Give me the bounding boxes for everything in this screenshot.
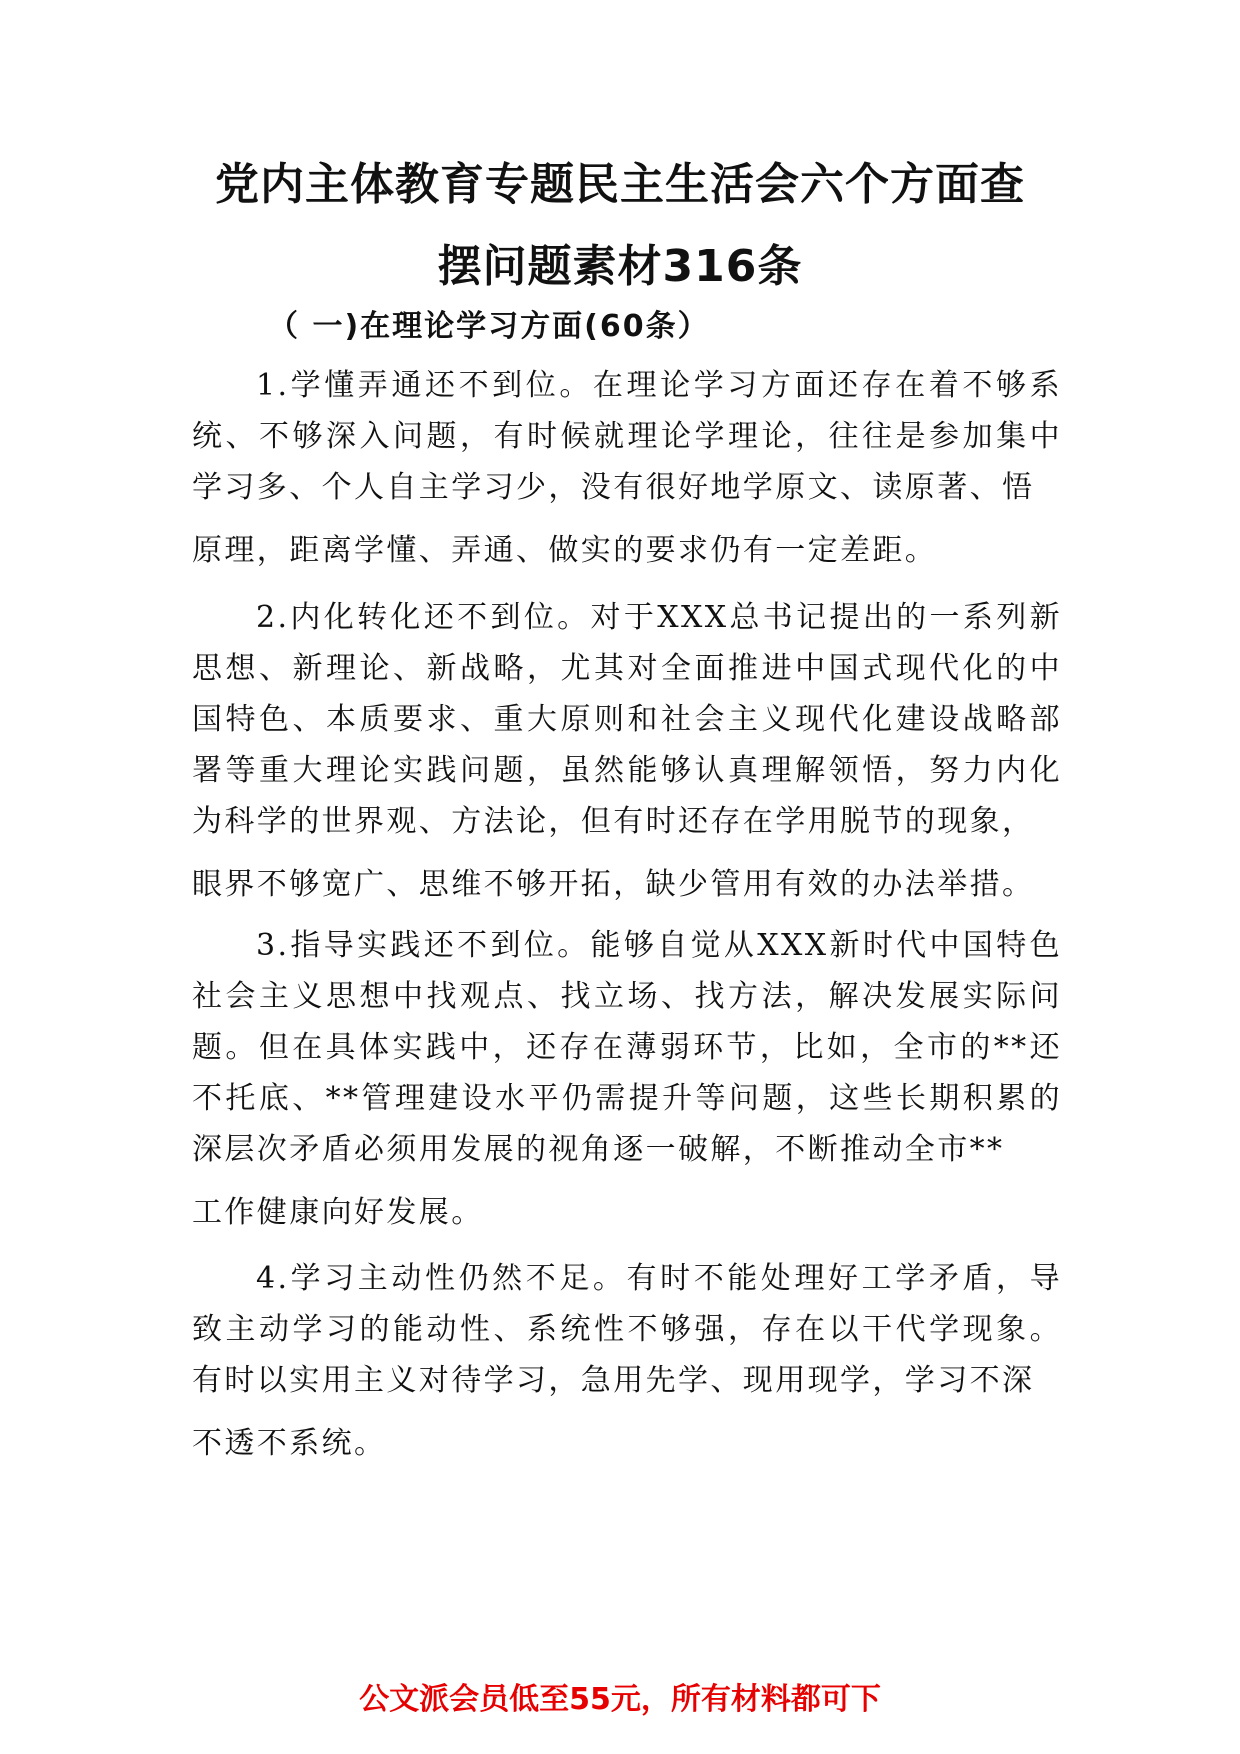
paragraph-2-body: 2.内化转化还不到位。对于XXX总书记提出的一系列新思想、新理论、新战略，尤其对全面推进中国式现代化的中国特色、本质要求、重大原则和社会主义现代化建设战略部署等重大理论实践问题，虽然能够认真理解领悟，努力内化为科学的世界观、方法论，但有时还存在学用脱节的现象， (192, 600, 1062, 839)
paragraph-4-tail: 不透不系统。 (192, 1426, 387, 1461)
paragraph-1-body: 1.学懂弄通还不到位。在理论学习方面还存在着不够系统、不够深入问题，有时候就理论学理论，往往是参加集中学习多、个人自主学习少，没有很好地学原文、读原著、悟 (192, 368, 1062, 505)
section-heading: （ 一)在理论学习方面(60条） (268, 309, 710, 344)
paragraph-1 (192, 360, 1062, 576)
paragraph-2 (192, 592, 1062, 910)
paragraph-1-tail: 原理，距离学懂、弄通、做实的要求仍有一定差距。 (192, 533, 938, 568)
paragraph-3-tail: 工作健康向好发展。 (192, 1195, 484, 1230)
paragraph-4-body: 4.学习主动性仍然不足。有时不能处理好工学矛盾，导致主动学习的能动性、系统性不够强，存在以干代学现象。有时以实用主义对待学习，急用先学、现用现学，学习不深 (192, 1261, 1062, 1398)
document-title-line-1: 党内主体教育专题民主生活会六个方面查 (215, 159, 1025, 210)
paragraph-4 (192, 1253, 1062, 1469)
paragraph-2-tail: 眼界不够宽广、思维不够开拓，缺少管用有效的办法举措。 (192, 867, 1035, 902)
document-title-line-2: 摆问题素材316条 (437, 241, 803, 292)
paragraph-3-body: 3.指导实践还不到位。能够自觉从XXX新时代中国特色社会主义思想中找观点、找立场、找方法，解决发展实际问题。但在具体实践中，还存在薄弱环节，比如，全市的**还不托底、**管理建设水平仍需提升等问题，这些长期积累的深层次矛盾必须用发展的视角逐一破解，不断推动全市** (192, 928, 1062, 1167)
paragraph-3 (192, 920, 1062, 1238)
footer-promo-banner[interactable]: 公文派会员低至55元，所有材料都可下 (359, 1682, 881, 1717)
